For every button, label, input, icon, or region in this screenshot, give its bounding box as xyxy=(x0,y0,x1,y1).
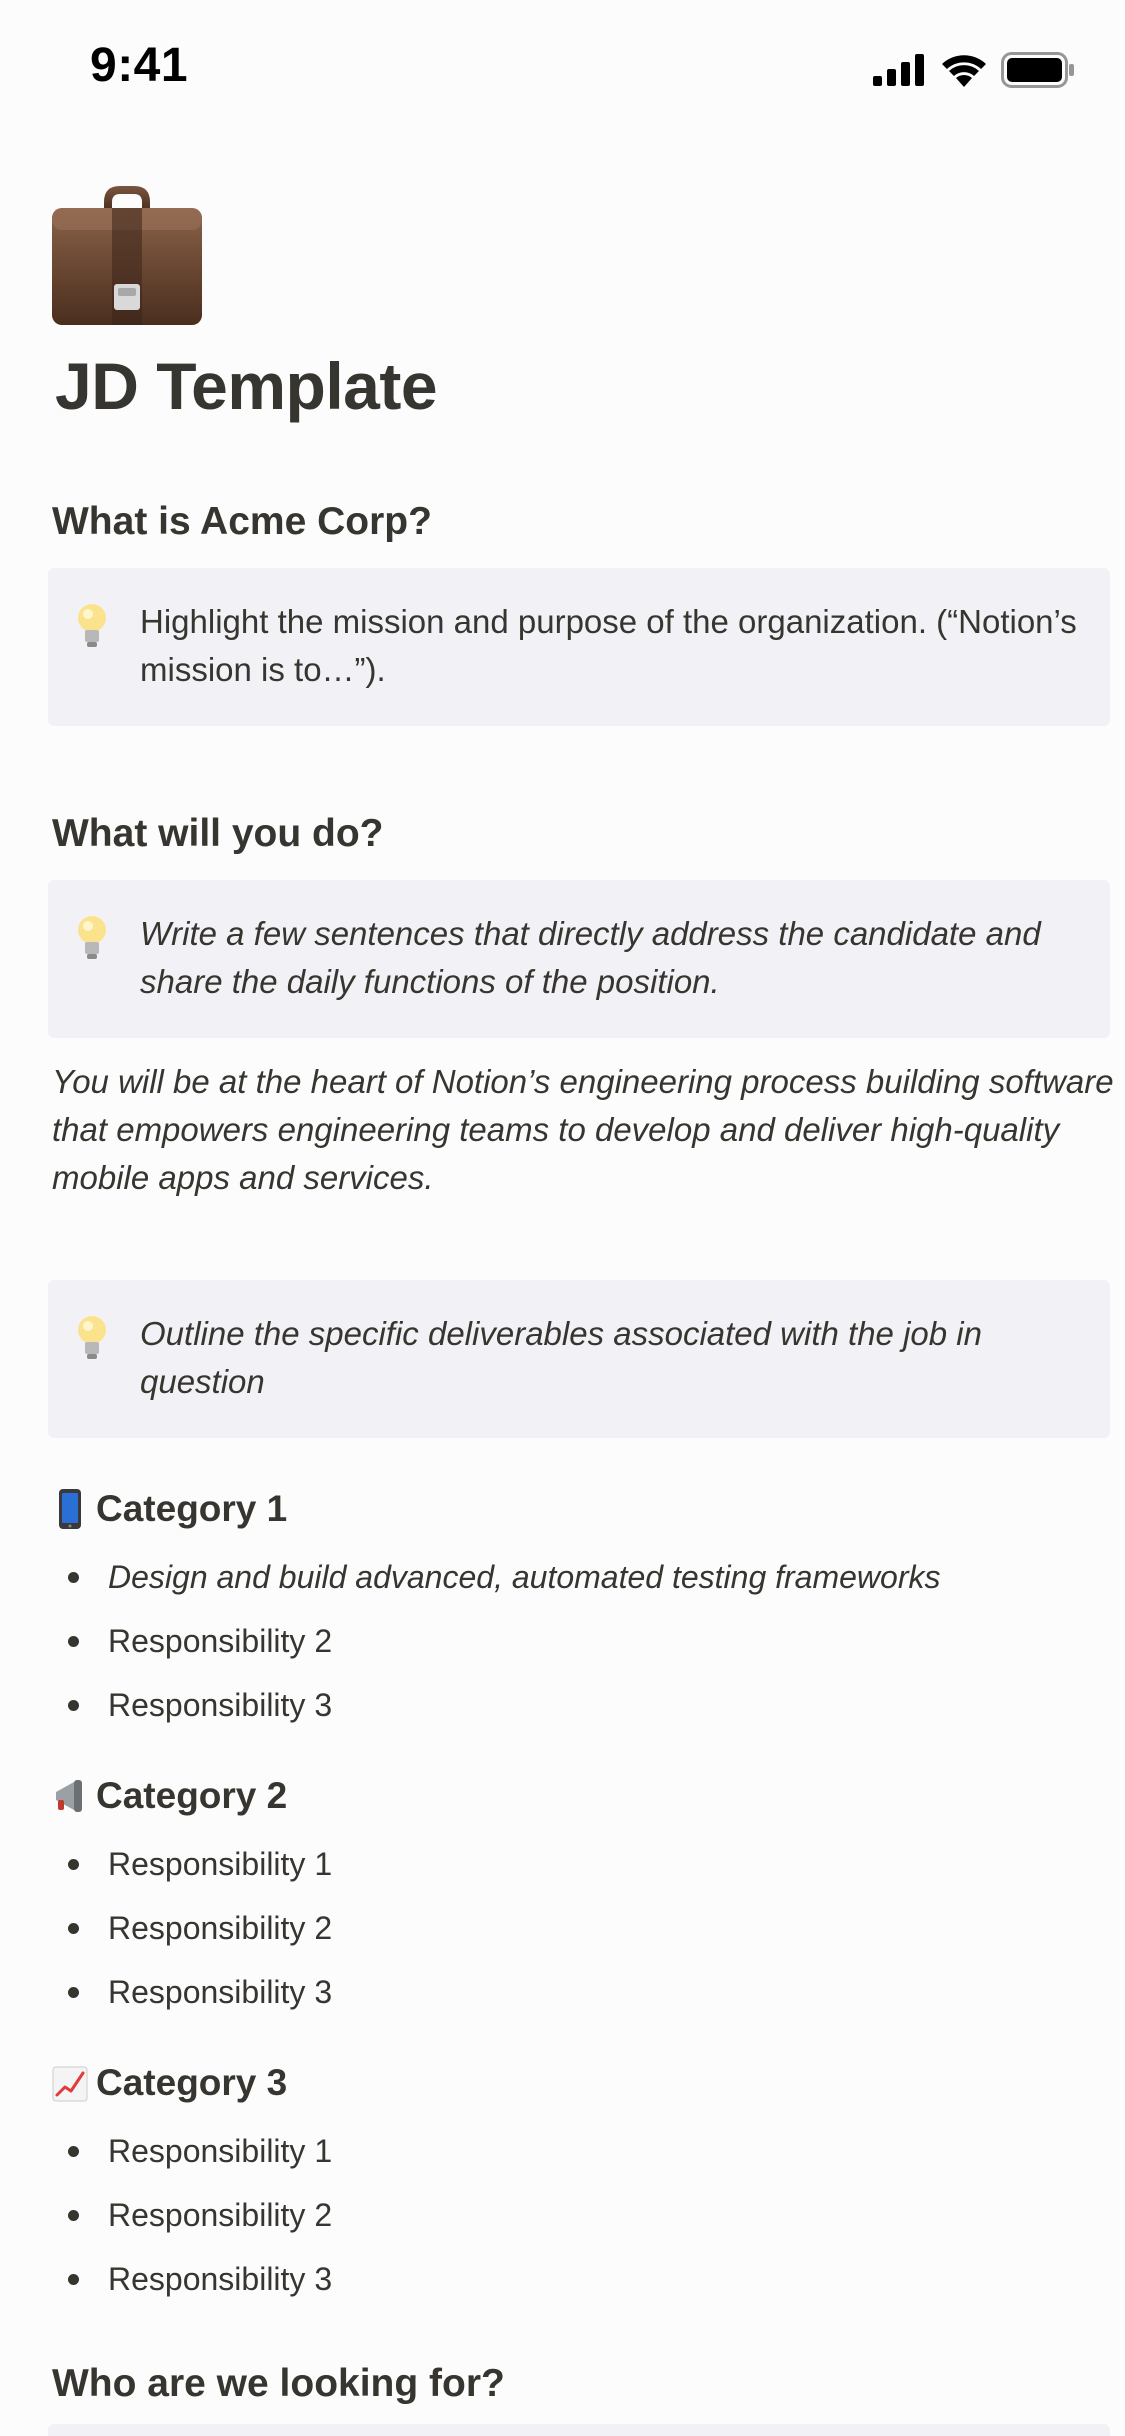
category-2-heading[interactable] xyxy=(52,1775,287,1817)
list-item[interactable] xyxy=(68,1903,1068,1953)
list-item-text: Responsibility 3 xyxy=(108,2261,333,2297)
bullet-dot xyxy=(68,1923,79,1934)
callout-deliverables[interactable] xyxy=(48,1280,1110,1438)
status-time: 9:41 xyxy=(90,39,189,92)
callout-deliverables-text: Outline the specific deliverables associated with the job in question xyxy=(140,1315,982,1400)
list-item-text: Responsibility 3 xyxy=(108,1687,333,1723)
battery-icon xyxy=(1001,52,1075,88)
bullet-dot xyxy=(68,1572,79,1583)
callout-partial[interactable] xyxy=(48,2424,1110,2436)
status-bar xyxy=(0,0,1125,140)
role-paragraph[interactable]: You will be at the heart of Notion’s engineering process building software that empowers engineering teams to develop and deliver high-quality mobile apps and services. xyxy=(52,1063,1114,1196)
heading-who-are-we-looking-for[interactable]: Who are we looking for? xyxy=(52,2362,505,2405)
wifi-icon xyxy=(941,53,987,87)
callout-daily-functions[interactable] xyxy=(48,880,1110,1038)
list-item[interactable] xyxy=(68,1616,1068,1666)
list-item[interactable] xyxy=(68,1552,1068,1602)
megaphone-icon xyxy=(52,1776,88,1816)
list-item[interactable] xyxy=(68,2254,1068,2304)
bullet-dot xyxy=(68,2146,79,2157)
bullet-dot xyxy=(68,1636,79,1647)
light-bulb-icon xyxy=(74,914,110,962)
heading-what-will-you-do[interactable]: What will you do? xyxy=(52,812,384,855)
light-bulb-icon xyxy=(74,602,110,650)
list-item[interactable] xyxy=(68,1680,1068,1730)
bullet-dot xyxy=(68,1700,79,1711)
list-item[interactable] xyxy=(68,1967,1068,2017)
category-3-title: Category 3 xyxy=(96,2062,288,2103)
light-bulb-icon xyxy=(74,1314,110,1362)
callout-daily-functions-text: Write a few sentences that directly address the candidate and share the daily functions of the position. xyxy=(140,915,1041,1000)
list-item-text: Responsibility 2 xyxy=(108,2197,333,2233)
bullet-dot xyxy=(68,1987,79,1998)
status-icons xyxy=(873,50,1075,90)
mobile-phone-icon xyxy=(52,1489,88,1529)
briefcase-icon[interactable] xyxy=(52,180,202,325)
list-item-text: Responsibility 1 xyxy=(108,2133,333,2169)
list-item-text: Responsibility 3 xyxy=(108,1974,333,2010)
bullet-dot xyxy=(68,1859,79,1870)
list-item-text: Responsibility 2 xyxy=(108,1623,333,1659)
callout-mission-text: Highlight the mission and purpose of the organization. (“Notion’s mission is to…”). xyxy=(140,603,1077,688)
heading-what-is-acme[interactable]: What is Acme Corp? xyxy=(52,500,432,543)
callout-mission[interactable] xyxy=(48,568,1110,726)
list-item[interactable] xyxy=(68,2190,1068,2240)
category-1-heading[interactable] xyxy=(52,1488,287,1530)
list-item-text: Design and build advanced, automated testing frameworks xyxy=(108,1559,941,1595)
cellular-signal-icon xyxy=(873,54,927,86)
bullet-dot xyxy=(68,2274,79,2285)
category-3-heading[interactable] xyxy=(52,2062,287,2104)
category-1-title: Category 1 xyxy=(96,1488,288,1529)
chart-increasing-icon xyxy=(52,2063,88,2103)
page-title[interactable]: JD Template xyxy=(55,349,438,423)
list-item-text: Responsibility 2 xyxy=(108,1910,333,1946)
list-item[interactable] xyxy=(68,1839,1068,1889)
category-2-title: Category 2 xyxy=(96,1775,288,1816)
list-item-text: Responsibility 1 xyxy=(108,1846,333,1882)
bullet-dot xyxy=(68,2210,79,2221)
list-item[interactable] xyxy=(68,2126,1068,2176)
